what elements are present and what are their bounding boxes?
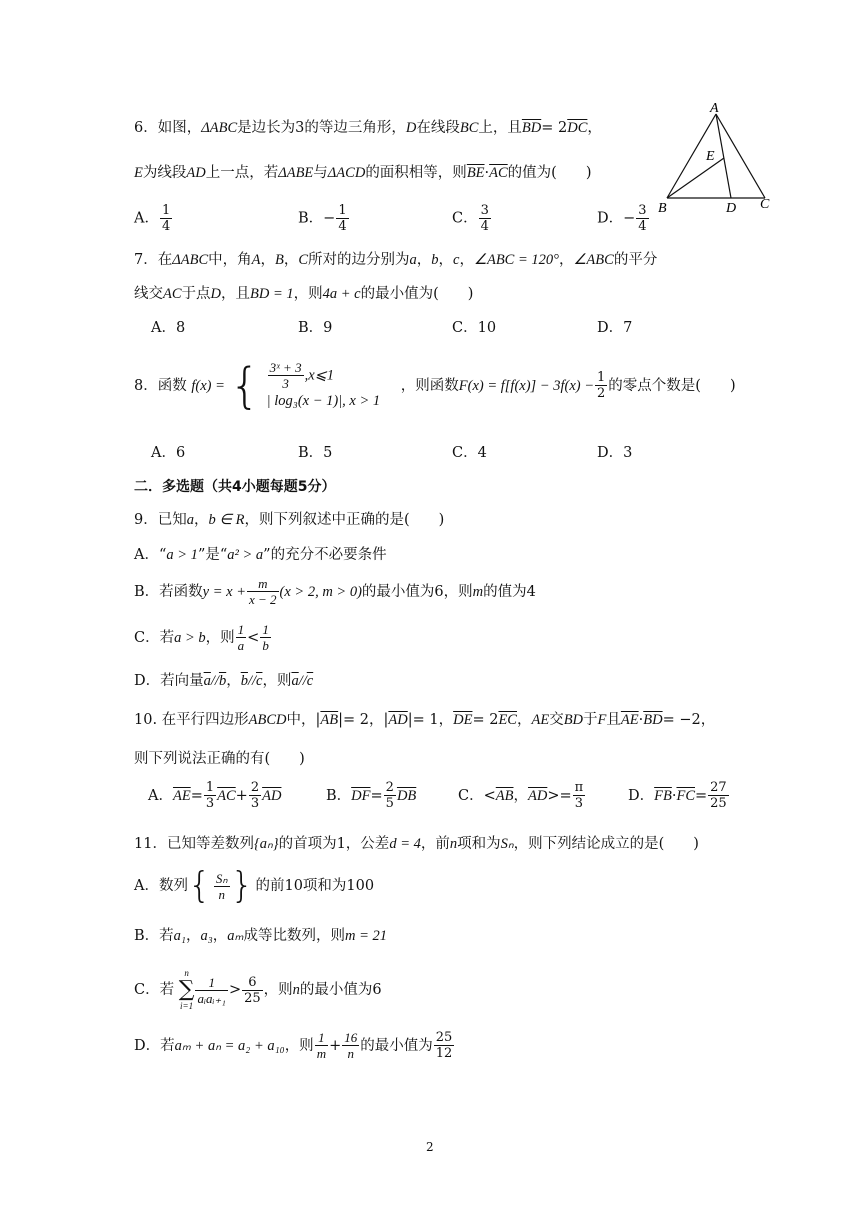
q6-math: D — [405, 120, 417, 136]
numerator: 1 — [237, 622, 245, 637]
q10-text: 10. 在平行四边形 — [134, 712, 249, 728]
q6-math: ΔABE — [278, 165, 314, 181]
fraction — [708, 780, 729, 811]
q7-math: BD = 1 — [250, 286, 294, 302]
sign: − — [623, 210, 636, 227]
numerator: 1 — [338, 203, 347, 218]
numerator: m — [247, 576, 279, 592]
q9-text: B．若函数 — [134, 583, 203, 600]
q8-text: ，则函数 — [400, 377, 459, 394]
q10-text: ， — [513, 787, 528, 804]
q9-text: 9．已知 — [134, 512, 187, 528]
q10-text: 且 — [606, 712, 621, 728]
q10-line2: 则下列说法正确的有( ) — [134, 751, 305, 767]
numerator: π — [574, 780, 584, 795]
brace-left-icon: { — [187, 865, 211, 906]
q9-option-b[interactable] — [134, 576, 536, 610]
numerator: Sₙ — [215, 870, 228, 886]
q7-text: 于点 — [181, 286, 211, 302]
q10-math: BD — [563, 712, 584, 728]
q10-math: = — [695, 787, 708, 804]
option-label: D． — [628, 787, 655, 804]
denominator: b — [262, 638, 269, 653]
q9-vector: $\overline{a}$ — [291, 673, 299, 689]
fraction — [636, 203, 648, 234]
q9-text: D．若向量 — [134, 673, 204, 689]
q8-math: f(x) = — [191, 377, 225, 394]
q6-math: · — [484, 165, 490, 181]
q10-text: ， — [700, 712, 716, 728]
q6-option-a[interactable] — [134, 203, 173, 234]
q10-math: | — [383, 712, 389, 728]
q11-text: 的前10项和为100 — [255, 878, 375, 894]
fraction — [595, 370, 607, 401]
q6-vector: $\overline{DC}$ — [567, 120, 588, 136]
q9-text: ，则下列叙述中正确的是( ) — [244, 512, 445, 528]
option-label: D． — [597, 210, 624, 227]
q9-option-c[interactable] — [134, 622, 272, 656]
q7-text: 中，角 — [208, 252, 252, 268]
denominator: 4 — [338, 219, 347, 234]
q11-math: aₘ — [227, 928, 244, 944]
q10-math: AE — [531, 712, 550, 728]
denominator: 3 — [282, 376, 289, 391]
q11-math: a₃ — [200, 928, 213, 944]
q10-vector: $\overline{BD}$ — [643, 712, 663, 728]
denominator: 3 — [205, 796, 215, 811]
q7-math: ΔABC — [172, 252, 209, 268]
q11-math: aₘ + aₙ = a₂ + a₁₀ — [174, 1037, 285, 1054]
q7-line2 — [134, 284, 473, 304]
q10-vector: $\overline{FB}$ — [654, 787, 672, 804]
fraction — [315, 1030, 328, 1061]
q6-math: ΔABC — [201, 120, 238, 136]
q9-stem — [134, 510, 444, 530]
q6-vector: $\overline{AC}$ — [489, 165, 508, 181]
q8-line — [134, 357, 736, 422]
q10-text: ， — [438, 712, 454, 728]
q10-math: · — [638, 712, 644, 728]
q9-vector: $\overline{b}$ — [240, 673, 248, 689]
q9-math: b ∈ R — [208, 512, 245, 528]
q7-math: a — [409, 252, 417, 268]
q11-text: ，前 — [420, 836, 450, 852]
q9-text: 的值为4 — [483, 583, 536, 600]
label-d: D — [726, 201, 737, 215]
fraction — [573, 780, 586, 811]
q8-text: 的零点个数是( ) — [608, 377, 736, 394]
q11-option-d[interactable] — [134, 1030, 455, 1068]
sign: − — [323, 210, 336, 227]
q10-option-d[interactable] — [628, 780, 730, 816]
q8-option-c[interactable]: C．4 — [452, 445, 487, 461]
q9-text: ， — [193, 512, 209, 528]
q7-math: ∠ABC — [573, 252, 614, 268]
q7-math: C — [298, 252, 309, 268]
numerator: 1 — [262, 622, 269, 637]
q8-option-d[interactable]: D．3 — [597, 445, 633, 461]
q9-math: y = x + — [202, 583, 246, 600]
q11-option-a[interactable] — [134, 865, 375, 908]
q11-text: 的最小值为6 — [299, 982, 382, 998]
q7-math: AC — [163, 286, 182, 302]
q11-text: ， — [185, 928, 201, 944]
q10-text: 于 — [583, 712, 598, 728]
option-label: A． — [134, 210, 159, 227]
numerator: 27 — [710, 780, 727, 795]
q11-option-b[interactable] — [134, 926, 387, 946]
q10-math: < — [483, 787, 496, 804]
q8-option-b[interactable]: B．5 — [298, 445, 333, 461]
piecewise-brace-icon: { — [229, 357, 261, 414]
denominator: 4 — [161, 219, 171, 234]
fraction — [479, 203, 491, 234]
q10-vector: $\overline{AD}$ — [388, 712, 408, 728]
q6-text: 6．如图， — [134, 120, 202, 136]
numerator: 2 — [385, 780, 394, 795]
numerator: 3 — [480, 203, 489, 218]
q6-text: 的面积相等，则 — [365, 165, 467, 181]
denominator: n — [347, 1046, 354, 1061]
q10-text: 中， — [286, 712, 316, 728]
q10-vector: $\overline{FC}$ — [676, 787, 695, 804]
numerator: 3 — [638, 203, 647, 218]
q7-text: ， — [260, 252, 275, 268]
q6-text: 在线段 — [416, 120, 460, 136]
denominator: 4 — [480, 219, 489, 234]
q9-vector: $\overline{c}$ — [256, 673, 263, 689]
q9-text: ， — [226, 673, 241, 689]
q7-math: D — [210, 286, 222, 302]
q9-text: ”的充分不必要条件 — [263, 547, 387, 563]
q7-math: b — [431, 252, 439, 268]
q9-text: ，则 — [205, 629, 235, 646]
q9-math: a — [186, 512, 194, 528]
q6-math: BC — [459, 120, 479, 136]
label-a: A — [710, 101, 719, 116]
summation — [179, 968, 195, 1012]
denominator: 25 — [710, 796, 727, 811]
q6-math: ΔACD — [327, 165, 366, 181]
q7-text: ，且 — [221, 286, 251, 302]
fraction — [242, 975, 263, 1006]
numerator: 25 — [435, 1030, 453, 1045]
q9-math: // — [210, 673, 219, 689]
label-c: C — [760, 197, 770, 212]
denominator: 5 — [385, 796, 394, 811]
q10-vector: $\overline{AB}$ — [320, 712, 339, 728]
q9-math: a > 1 — [166, 547, 198, 563]
q9-math: // — [298, 673, 307, 689]
q9-vector: $\overline{b}$ — [218, 673, 227, 689]
q10-text: ， — [369, 712, 384, 728]
numerator: 1 — [195, 975, 228, 991]
q6-option-d[interactable] — [597, 203, 650, 234]
fraction — [236, 622, 247, 653]
q7-text: 所对的边分别为 — [308, 252, 410, 268]
q6-option-b[interactable] — [298, 203, 350, 234]
q10-vector: $\overline{AE}$ — [620, 712, 639, 728]
option-label: C． — [452, 210, 478, 227]
denominator: 2 — [597, 386, 606, 401]
denominator: a — [237, 638, 245, 653]
q10-vector: $\overline{EC}$ — [498, 712, 517, 728]
q10-math: ABCD — [248, 712, 287, 728]
q11-math: m = 21 — [345, 928, 388, 944]
numerator: 2 — [250, 780, 260, 795]
q10-math: |= 1 — [407, 712, 439, 728]
q7-text: 的最小值为( ) — [360, 286, 474, 302]
denominator: 4 — [638, 219, 647, 234]
q7-text: 线交 — [134, 286, 163, 302]
q6-text: 是边长为3的等边三角形， — [237, 120, 406, 136]
q10-line1 — [134, 710, 715, 730]
q6-line1 — [134, 118, 602, 138]
q7-math: c — [453, 252, 460, 268]
q9-option-d[interactable] — [134, 671, 313, 691]
q11-text: D．若 — [134, 1037, 175, 1054]
fraction — [268, 360, 304, 391]
fraction — [249, 780, 261, 811]
q10-math: = −2 — [662, 712, 701, 728]
q8-text: 8．函数 — [134, 377, 187, 394]
q6-line2 — [134, 163, 592, 183]
option-label: B． — [298, 210, 324, 227]
q10-math: F — [597, 712, 607, 728]
q11-math: + — [329, 1037, 342, 1054]
segment-be — [667, 158, 724, 198]
numerator: 1 — [205, 780, 215, 795]
q10-text: 交 — [549, 712, 564, 728]
q8-option-a[interactable]: A．6 — [151, 445, 186, 461]
q11-text: 的首项为1，公差 — [278, 836, 390, 852]
q6-vector: $\overline{BE}$ — [466, 165, 485, 181]
section-heading: 二．多选题（共4小题每题5分） — [134, 479, 336, 495]
q11-math: n — [449, 836, 458, 852]
numerator: 1 — [315, 1030, 328, 1046]
page-number: 2 — [426, 1140, 434, 1154]
q9-text: 的最小值为6，则 — [361, 583, 473, 600]
q6-text: 上，且 — [478, 120, 522, 136]
q10-math: = — [370, 787, 383, 804]
q7-text: 的平分 — [613, 252, 658, 268]
denominator: x − 2 — [248, 592, 277, 607]
q9-math: < — [247, 629, 260, 646]
q11-text: 项和为 — [457, 836, 501, 852]
q11-text: ， — [212, 928, 228, 944]
q6-math: AD — [186, 165, 206, 181]
q10-option-a[interactable] — [148, 780, 281, 816]
numerator: 1 — [597, 370, 606, 385]
q10-option-c[interactable] — [458, 780, 586, 816]
q11-math: Sₙ — [500, 836, 514, 852]
q9-math: // — [247, 673, 257, 689]
q9-text: A．“ — [134, 547, 167, 563]
q6-text: 与 — [313, 165, 328, 181]
q11-math: d = 4 — [389, 836, 421, 852]
q10-vector: $\overline{AD}$ — [262, 787, 282, 804]
q6-text: 上一点，若 — [205, 165, 279, 181]
denominator: 3 — [250, 796, 260, 811]
q6-math: = 2 — [541, 120, 568, 136]
q9-math: (x > 2, m > 0) — [279, 583, 362, 600]
q9-text: ”是“ — [197, 547, 228, 563]
q7-text: ， — [459, 252, 474, 268]
q10-vector: $\overline{AD}$ — [527, 787, 548, 804]
q10-math: + — [235, 787, 248, 804]
q7-math: A — [251, 252, 261, 268]
case-1 — [267, 360, 381, 391]
q7-line1 — [134, 250, 657, 270]
label-e: E — [706, 149, 715, 164]
q8-math: F(x) = f[f(x)] − 3f(x) − — [458, 377, 595, 394]
case-condition: ,x⩽1 — [304, 367, 335, 384]
fraction — [384, 780, 396, 811]
case-2: | log₃(x − 1)|, x > 1 — [266, 393, 381, 409]
q11-text: 的最小值为 — [360, 1037, 433, 1054]
q10-math: | — [315, 712, 321, 728]
sum-upper: n — [184, 968, 189, 978]
denominator: m — [316, 1046, 327, 1061]
q7-math: B — [275, 252, 284, 268]
q7-option-d[interactable]: D．7 — [597, 320, 633, 336]
q7-math: ∠ABC = 120° — [473, 252, 559, 268]
sigma-icon: ∑ — [178, 977, 195, 1002]
q6-text: ， — [587, 120, 602, 136]
q6-vector: $\overline{BD}$ — [521, 120, 542, 136]
q10-vector: $\overline{AE}$ — [172, 787, 191, 804]
denominator: 25 — [244, 990, 261, 1006]
brace-right-icon: } — [230, 865, 254, 906]
denominator: 12 — [435, 1046, 453, 1061]
fraction — [336, 203, 348, 234]
q9-math: a > b — [174, 629, 206, 646]
piecewise-cases — [267, 360, 381, 411]
q11-text: 成等比数列，则 — [243, 928, 346, 944]
q9-text: ，则 — [262, 673, 292, 689]
q11-text: ，则 — [263, 982, 293, 998]
denominator: 3 — [574, 796, 584, 811]
denominator: aᵢaᵢ₊₁ — [197, 990, 226, 1006]
q7-option-b[interactable]: B．9 — [298, 320, 333, 336]
q10-text: ， — [516, 712, 532, 728]
q10-vector: $\overline{DF}$ — [351, 787, 371, 804]
sum-lower: i=1 — [180, 1001, 194, 1011]
q6-math: E — [134, 165, 143, 181]
q11-text: 11．已知等差数列 — [134, 836, 254, 852]
q10-math: · — [671, 787, 677, 804]
q6-triangle-figure — [655, 100, 780, 215]
label-b: B — [658, 201, 667, 215]
numerator: 3ˣ + 3 — [269, 360, 302, 375]
fraction — [160, 203, 172, 234]
q7-text: ，则 — [293, 286, 323, 302]
q7-option-a[interactable]: A．8 — [151, 320, 186, 336]
q10-vector: $\overline{AC}$ — [217, 787, 236, 804]
q11-text: A．数列 — [134, 878, 188, 894]
q7-text: ， — [416, 252, 432, 268]
fraction — [247, 576, 279, 607]
q11-math: > — [228, 982, 242, 998]
q10-vector: $\overline{DE}$ — [453, 712, 473, 728]
fraction — [342, 1030, 359, 1061]
q10-vector: $\overline{DB}$ — [396, 787, 417, 804]
q7-math: 4a + c — [322, 286, 361, 302]
numerator: 6 — [242, 975, 263, 991]
option-label: C． — [458, 787, 484, 804]
q11-text: B．若 — [134, 928, 174, 944]
q10-math: >= — [547, 787, 572, 804]
numerator: 1 — [161, 203, 171, 218]
q11-text: ，则下列结论成立的是( ) — [513, 836, 699, 852]
q9-math: a² > a — [227, 547, 264, 563]
q11-math: a₁ — [173, 928, 186, 944]
fraction — [204, 780, 216, 811]
q11-text: C．若 — [134, 982, 175, 998]
q6-text: 为线段 — [142, 165, 187, 181]
fraction — [260, 622, 271, 653]
numerator: 16 — [344, 1030, 358, 1045]
q11-text: ，则 — [284, 1037, 314, 1054]
q11-math: n — [292, 982, 300, 998]
fraction — [434, 1030, 455, 1061]
denominator: n — [218, 886, 225, 902]
q7-text: ， — [558, 252, 574, 268]
q10-math: = 2 — [472, 712, 499, 728]
q9-text: C．若 — [134, 629, 175, 646]
q7-text: 7．在 — [134, 252, 173, 268]
q7-option-c[interactable]: C．10 — [452, 320, 497, 336]
q11-math: {aₙ} — [253, 836, 279, 852]
q9-math: m — [472, 583, 484, 600]
q10-option-b[interactable] — [326, 780, 416, 816]
q7-text: ， — [438, 252, 454, 268]
option-label: A． — [148, 787, 173, 804]
q11-line1 — [134, 834, 699, 854]
q11-option-c[interactable] — [134, 968, 382, 1014]
q10-math: = — [190, 787, 203, 804]
q9-vector: $\overline{c}$ — [306, 673, 314, 689]
fraction — [214, 871, 230, 902]
q9-option-a[interactable] — [134, 545, 387, 565]
q7-text: ， — [283, 252, 299, 268]
option-label: B． — [326, 787, 352, 804]
q10-vector: $\overline{AB}$ — [495, 787, 514, 804]
q10-math: |= 2 — [338, 712, 370, 728]
q6-option-c[interactable] — [452, 203, 492, 234]
q9-vector: $\overline{a}$ — [203, 673, 211, 689]
fraction — [195, 975, 228, 1006]
q6-text: 的值为( ) — [507, 165, 592, 181]
